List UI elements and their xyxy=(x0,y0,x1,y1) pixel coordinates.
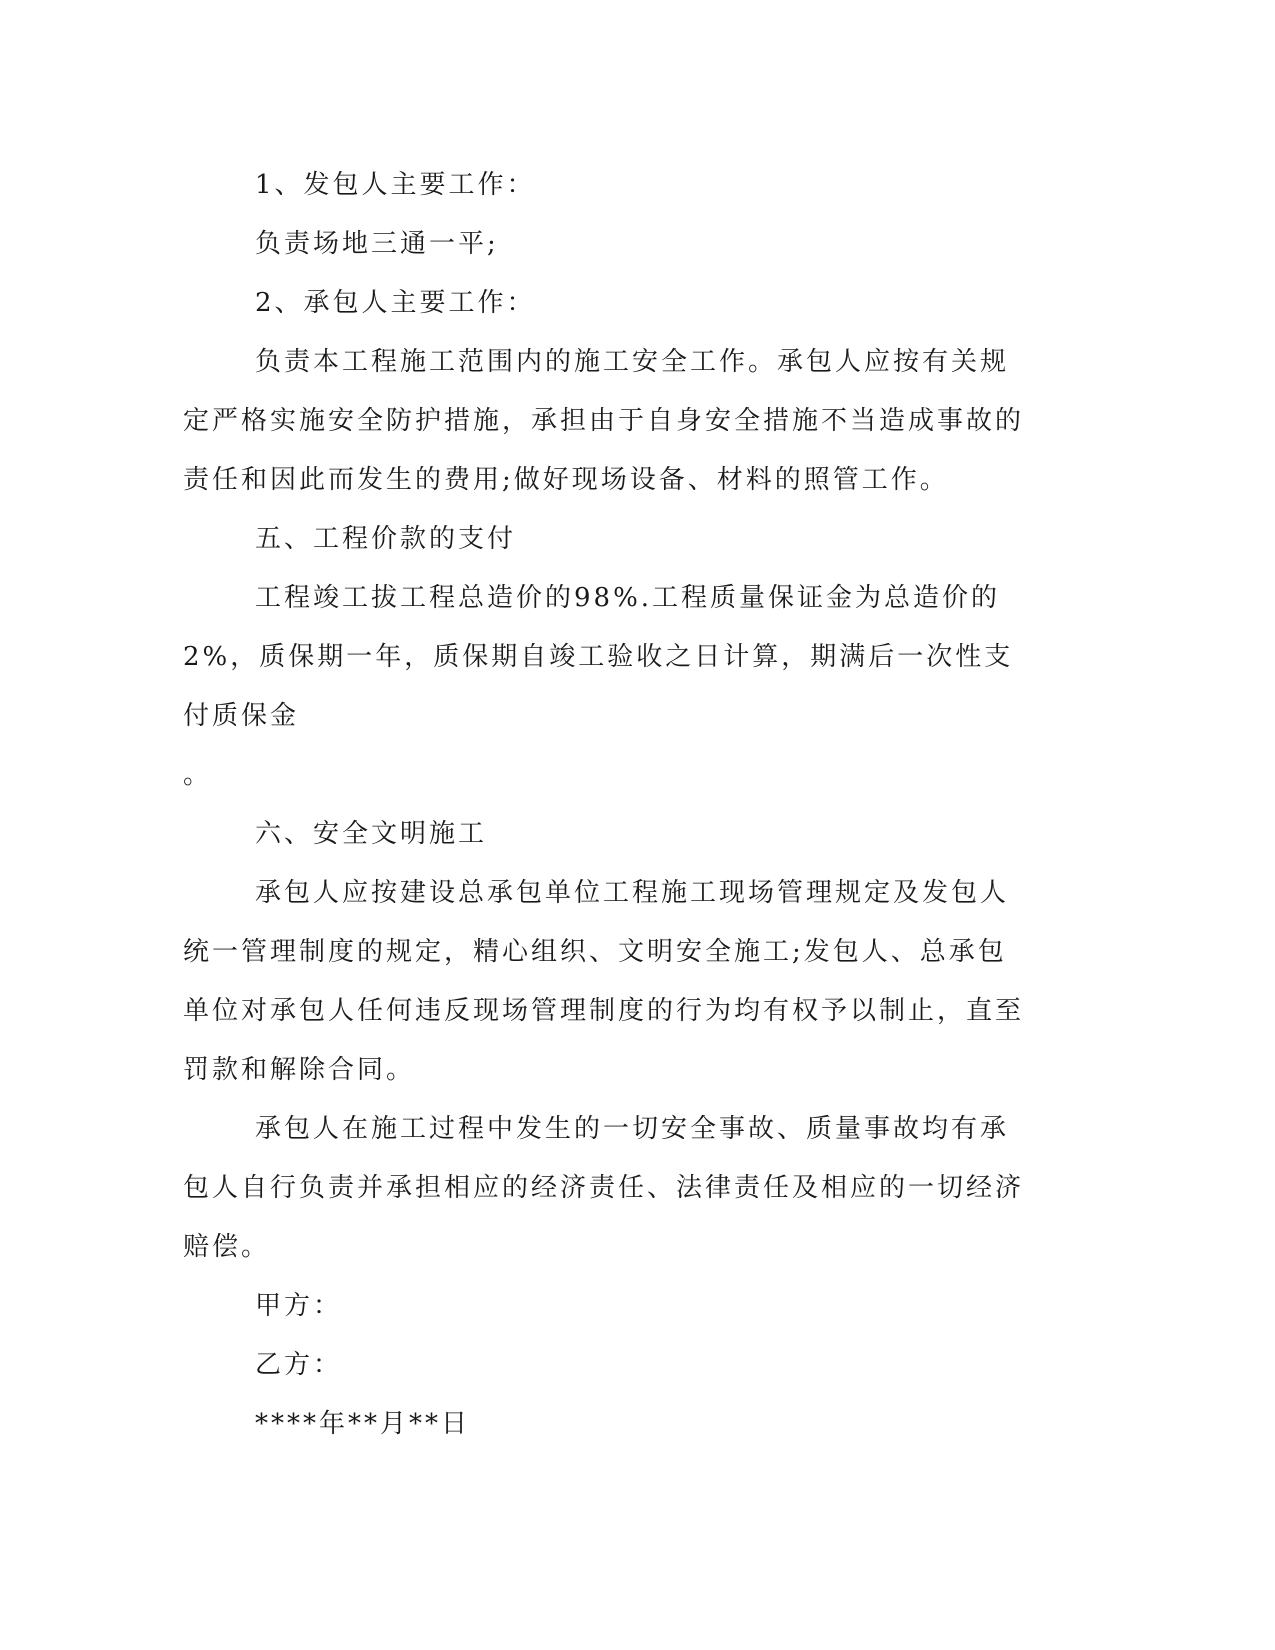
section-liability-text: 承包人在施工过程中发生的一切安全事故、质量事故均有承包人自行负责并承担相应的经济责任、法律责任及相应的一切经济赔偿。 xyxy=(183,1114,1025,1262)
party-b-signature: 乙方： xyxy=(255,1350,343,1380)
clause-contractor-duties-heading: 2、承包人主要工作： xyxy=(255,288,536,318)
document-body xyxy=(183,156,1033,1454)
clause-employer-duties-heading: 1、发包人主要工作： xyxy=(255,170,536,200)
section-payment-text: 工程竣工拔工程总造价的98%.工程质量保证金为总造价的2%，质保期一年，质保期自竣工验收之日计算，期满后一次性支付质保金 xyxy=(183,583,1014,731)
section-safety-heading: 六、安全文明施工 xyxy=(255,819,488,849)
section-payment-text-end: 。 xyxy=(183,760,213,790)
signature-date: ****年**月**日 xyxy=(255,1409,471,1439)
clause-contractor-duties-text: 负责本工程施工范围内的施工安全工作。承包人应按有关规定严格实施安全防护措施，承担由于自身安全措施不当造成事故的责任和因此而发生的费用;做好现场设备、材料的照管工作。 xyxy=(183,347,1025,495)
section-payment-heading: 五、工程价款的支付 xyxy=(255,524,517,554)
section-safety-text: 承包人应按建设总承包单位工程施工现场管理规定及发包人统一管理制度的规定，精心组织、文明安全施工;发包人、总承包单位对承包人任何违反现场管理制度的行为均有权予以制止，直至罚款和解除合同。 xyxy=(183,878,1025,1085)
party-a-signature: 甲方： xyxy=(255,1291,343,1321)
clause-employer-duties-text: 负责场地三通一平; xyxy=(255,229,499,259)
